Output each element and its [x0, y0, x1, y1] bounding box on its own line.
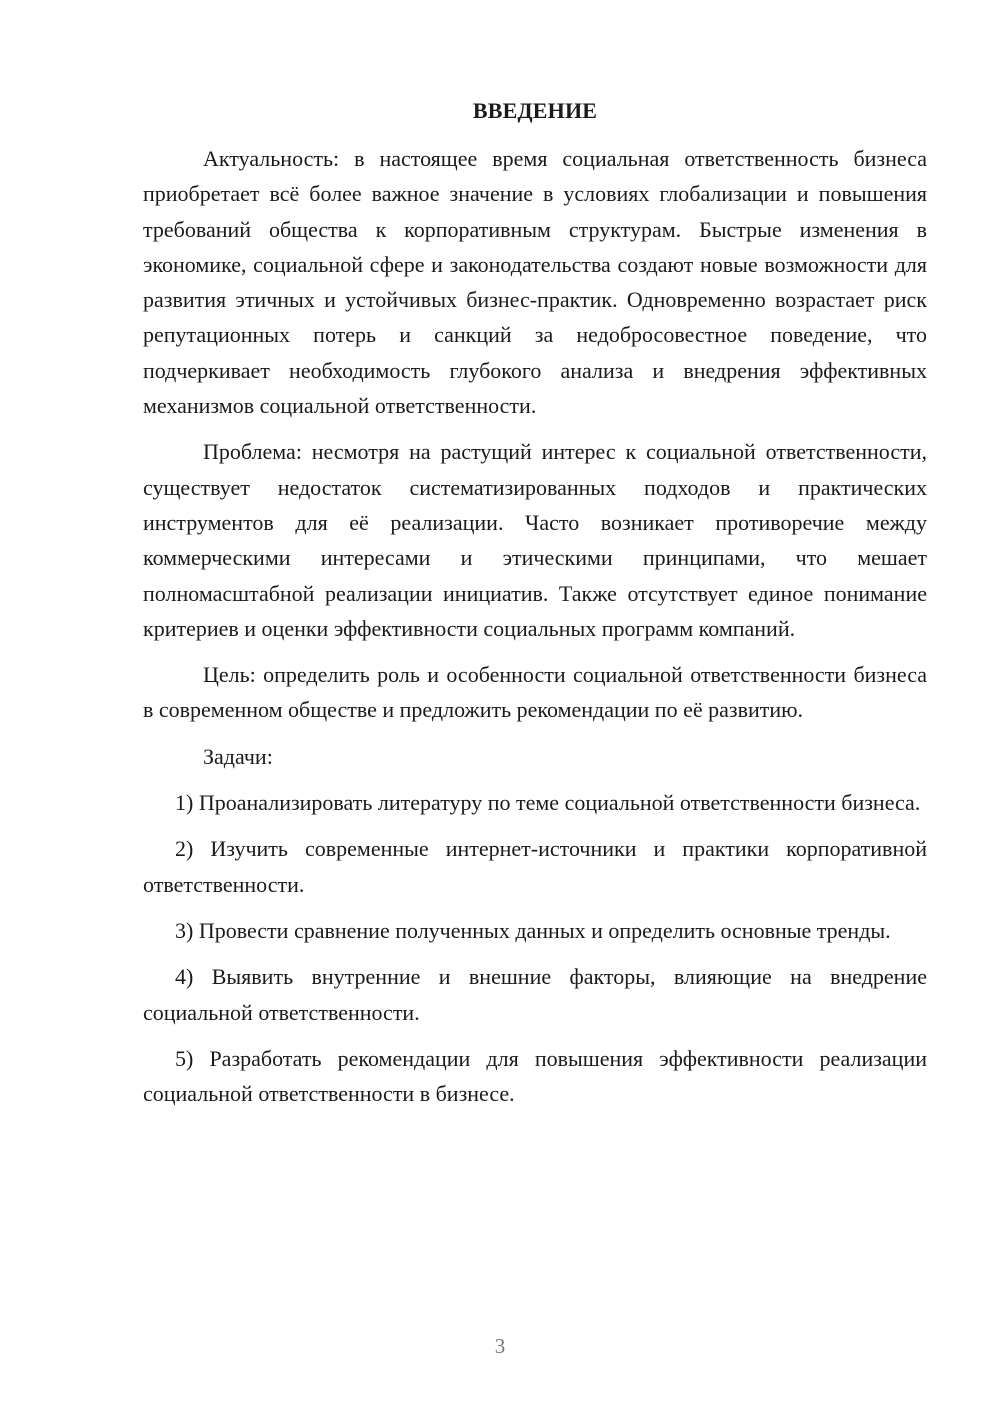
paragraph-goal: Цель: определить роль и особенности социальной ответственности бизнеса в современном обществе и предложить рекомендации по её развитию. — [143, 662, 927, 723]
section-heading: ВВЕДЕНИЕ — [472, 98, 598, 123]
paragraph-problem: Проблема: несмотря на растущий интерес к социальной ответственности, существует недостаток систематизированных подходов и практических инструментов для её реализации. Часто возникает противоречие между коммерческими интересами и этическими принципами, что мешает полномасштабной реализации инициатив. Также отсутствует единое понимание критериев и оценки эффективности социальных программ компаний. — [143, 439, 927, 641]
task-item: 2) Изучить современные интернет-источники и практики корпоративной ответственности. — [143, 836, 927, 897]
task-item: 4) Выявить внутренние и внешние факторы, влияющие на внедрение социальной ответственности. — [143, 964, 927, 1025]
paragraph-relevance: Актуальность: в настоящее время социальная ответственность бизнеса приобретает всё более важное значение в условиях глобализации и повышения требований общества к корпоративным структурам. Быстрые изменения в экономике, социальной сфере и законодательства создают новые возможности для развития этичных и устойчивых бизнес-практик. Одновременно возрастает риск репутационных потерь и санкций за недобросовестное поведение, что подчеркивает необходимость глубокого анализа и внедрения эффективных механизмов социальной ответственности. — [143, 146, 927, 419]
page-number: 3 — [494, 1334, 506, 1358]
document-page — [143, 93, 927, 1111]
task-item: 3) Провести сравнение полученных данных и определить основные тренды. — [175, 917, 891, 943]
tasks-heading: Задачи: — [203, 743, 273, 769]
task-item: 1) Проанализировать литературу по теме социальной ответственности бизнеса. — [175, 790, 921, 816]
task-item: 5) Разработать рекомендации для повышения эффективности реализации социальной ответственности в бизнесе. — [143, 1045, 927, 1107]
